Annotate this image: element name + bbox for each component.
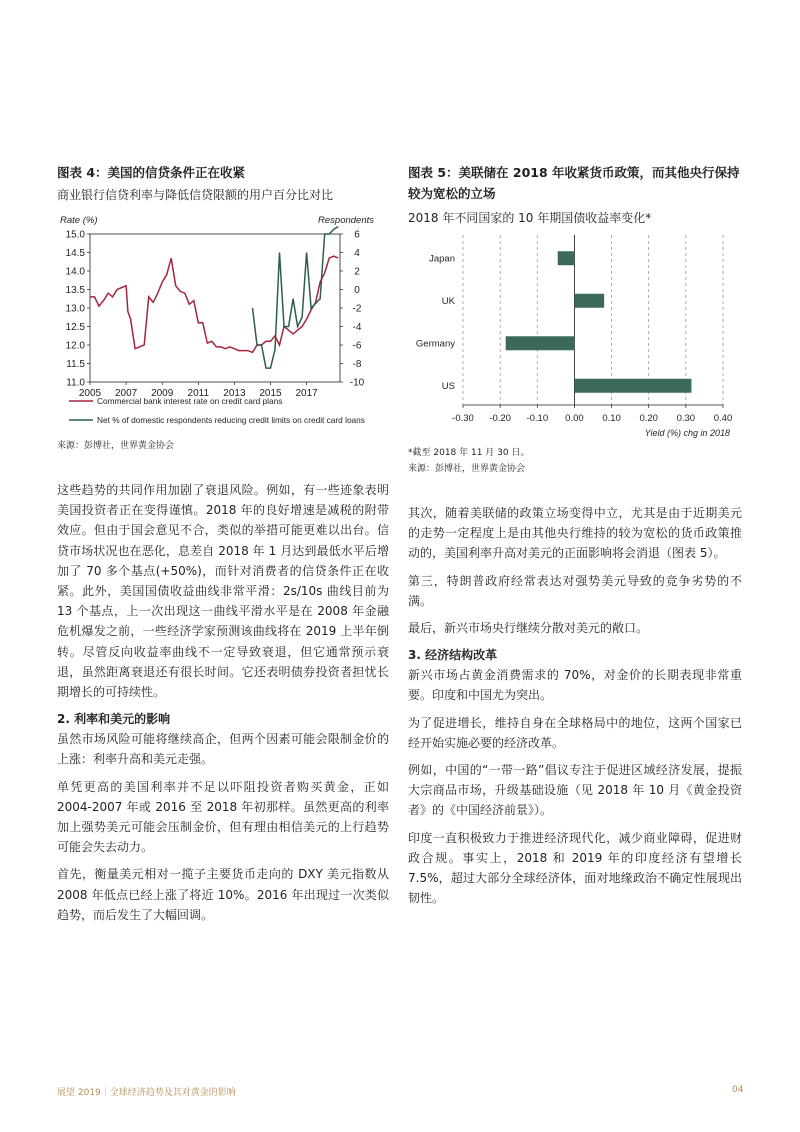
figure4-subtitle: 商业银行信贷利率与降低信贷限额的用户百分比对比 xyxy=(57,188,334,202)
chart5-bar-japan xyxy=(558,251,575,265)
chart5-x-axis-label: Yield (%) chg in 2018 xyxy=(644,428,730,438)
chart4-x-tick: 2005 xyxy=(78,388,102,399)
chart5-x-tick: 0.00 xyxy=(565,413,584,424)
figure4-chart xyxy=(55,210,395,435)
chart5-category-label: UK xyxy=(441,295,455,307)
chart4-x-tick: 2009 xyxy=(151,388,174,399)
chart4-x-tick: 2011 xyxy=(187,388,210,399)
chart4-left-tick: 12.0 xyxy=(65,340,85,352)
chart4-x-tick: 2013 xyxy=(223,388,246,399)
section-2-heading: 2. 利率和美元的影响 xyxy=(57,712,171,727)
page-number: 04 xyxy=(732,1085,744,1095)
chart4-right-tick: -2 xyxy=(352,303,362,315)
figure5-title: 图表 5：美联储在 2018 年收紧货币政策，而其他央行保持较为宽松的立场 xyxy=(408,165,740,201)
left-column xyxy=(57,480,389,932)
chart5-x-tick: 0.40 xyxy=(713,413,733,424)
chart5-x-tick: -0.30 xyxy=(452,413,474,424)
chart4-right-tick: 4 xyxy=(354,248,360,259)
chart4-left-tick: 11.0 xyxy=(66,377,85,389)
chart4-left-axis-label: Rate (%) xyxy=(60,215,98,226)
figure4-source: 来源：彭博社，世界黄金协会 xyxy=(57,441,175,451)
chart4-right-tick: -10 xyxy=(349,377,365,389)
chart5-x-tick: 0.10 xyxy=(602,413,621,424)
chart4-legend-interest-rate: Commercial bank interest rate on credit card plans xyxy=(97,396,283,406)
chart4-left-tick: 14.5 xyxy=(65,248,85,259)
figure5-subtitle: 2018 年不同国家的 10 年期国债收益率变化* xyxy=(408,211,652,225)
right-paragraph-7: 印度一直积极致力于推进经济现代化，减少商业障碍，促进财政合规。事实上，2018 和 2019 年的印度经济有望增长 7.5%，超过大部分全球经济体，面对地缘政治不确定性展现出韧性。 xyxy=(408,830,742,906)
right-column xyxy=(408,503,742,915)
chart4-right-tick: 0 xyxy=(354,285,360,296)
chart4-series-respondents xyxy=(253,227,339,369)
left-paragraph-4: 首先，衡量美元相对一揽子主要货币走向的 DXY 美元指数从 2008 年低点已经上涨了将近 10%。2016 年出现过一次类似趋势，而后发生了大幅回调。 xyxy=(57,867,389,922)
chart4-series-interest-rate xyxy=(90,256,338,352)
chart5-bar-germany xyxy=(506,336,575,350)
chart4-x-tick: 2015 xyxy=(259,388,282,399)
chart4-legend-respondents: Net % of domestic respondents reducing credit limits on credit card loans xyxy=(97,415,365,425)
chart4-right-tick: 6 xyxy=(354,229,360,241)
chart5-x-tick: 0.20 xyxy=(639,413,658,424)
chart4-right-tick: -4 xyxy=(352,322,362,333)
right-paragraph-5: 为了促进增长，维持自身在全球格局中的地位，这两个国家已经开始实施必要的经济改革。 xyxy=(408,715,742,750)
figure5-chart xyxy=(405,230,745,445)
section-3-heading: 3. 经济结构改革 xyxy=(408,648,498,663)
chart5-bar-us xyxy=(574,379,691,393)
chart4-left-tick: 11.5 xyxy=(66,359,85,370)
chart5-bar-uk xyxy=(574,294,604,308)
chart4-right-tick: -6 xyxy=(352,340,362,352)
chart4-left-tick: 14.0 xyxy=(65,266,85,278)
footer-title: 展望 2019｜全球经济趋势及其对黄金的影响 xyxy=(57,1088,236,1098)
right-paragraph-4: 新兴市场占黄金消费需求的 70%，对金价的长期表现非常重要。印度和中国尤为突出。 xyxy=(408,668,742,703)
chart4-left-tick: 15.0 xyxy=(65,229,85,241)
right-paragraph-6: 例如，中国的“一带一路”倡议专注于促进区域经济发展，提振大宗商品市场，升级基础设施（见 2018 年 10 月《黄金投资者》的《中国经济前景》）。 xyxy=(408,763,742,818)
left-paragraph-1: 这些趋势的共同作用加剧了衰退风险。例如，有一些迹象表明美国投资者正在变得谨慎。2018 年的良好增速是减税的附带效应。但由于国会意见不合，类似的举措可能更难以出台。信贷市场状况也在恶化，息差自 2018 年 1 月达到最低水平后增加了 70 多个基点(+50%)，而针对消费者的信贷条件正在收紧。此外，美国国债收益曲线非常平滑：2s/10s 曲线目前为 13 个基点，上一次出现这一曲线平滑水平是在 2008 年金融危机爆发之前，一些经济学家预测该曲线将在 2019 上半年倒转。尽管反向收益率曲线不一定导致衰退，但它通常预示衰退，虽然距离衰退还有很长时间。它还表明债券投资者担忧长期增长的可持续性。 xyxy=(57,483,389,700)
figure5-note: *截至 2018 年 11 月 30 日。 xyxy=(408,448,530,458)
chart4-right-tick: -8 xyxy=(352,359,362,370)
chart5-x-tick: -0.10 xyxy=(526,413,549,424)
right-paragraph-1: 其次，随着美联储的政策立场变得中立，尤其是由于近期美元的走势一定程度上是由其他央行维持的较为宽松的货币政策推动的，美国利率升高对美元的正面影响将会消退（图表 5）。 xyxy=(408,506,742,561)
chart4-right-axis-label: Respondents xyxy=(318,215,374,226)
chart5-category-label: US xyxy=(441,380,455,392)
left-paragraph-3: 单凭更高的美国利率并不足以吓阻投资者购买黄金，正如 2004-2007 年或 2016 至 2018 年初那样。虽然更高的利率加上强势美元可能会压制金价，但有理由相信美元的上行趋势可能会失去动力。 xyxy=(57,779,389,855)
chart5-x-tick: -0.20 xyxy=(489,413,511,424)
chart4-left-tick: 13.0 xyxy=(65,303,85,315)
chart4-x-tick: 2007 xyxy=(114,388,138,399)
figure4-title: 图表 4：美国的信贷条件正在收紧 xyxy=(57,165,246,180)
chart5-x-tick: 0.30 xyxy=(676,413,696,424)
chart4-x-tick: 2017 xyxy=(295,388,318,399)
right-paragraph-2: 第三，特朗普政府经常表达对强势美元导致的竞争劣势的不满。 xyxy=(408,573,742,608)
figure5-source: 来源：彭博社，世界黄金协会 xyxy=(408,464,526,474)
chart4-left-tick: 12.5 xyxy=(65,322,85,333)
chart5-category-label: Japan xyxy=(429,253,455,265)
chart5-category-label: Germany xyxy=(415,338,455,350)
right-paragraph-3: 最后，新兴市场央行继续分散对美元的敞口。 xyxy=(408,621,649,636)
chart4-left-tick: 13.5 xyxy=(65,285,85,296)
left-paragraph-2: 虽然市场风险可能将继续高企，但两个因素可能会限制金价的上涨：利率升高和美元走强。 xyxy=(57,732,389,767)
chart4-right-tick: 2 xyxy=(354,266,360,278)
